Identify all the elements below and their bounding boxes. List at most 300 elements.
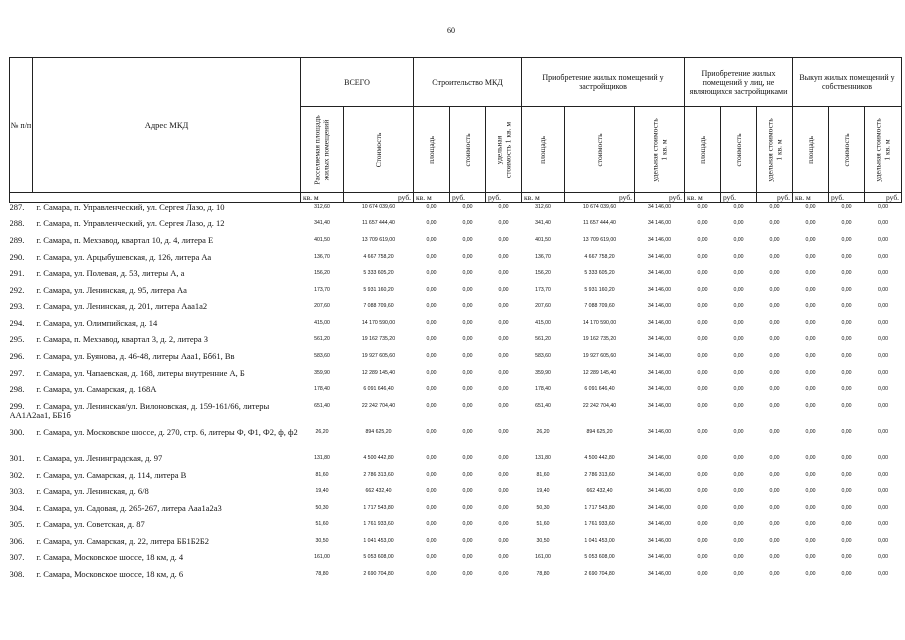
cell-area: 30,50	[315, 537, 329, 544]
cell-zero: 0,00	[733, 335, 744, 342]
cell-purchase-cost: 10 674 039,60	[582, 204, 617, 210]
cell-cost: 1 717 543,80	[363, 504, 394, 511]
cell-zero: 0,00	[733, 520, 744, 527]
header-num: № п/п	[10, 58, 33, 193]
cell-unit-price: 34 146,00	[647, 487, 672, 494]
cell-zero: 0,00	[841, 236, 852, 243]
unit-cell: кв. м	[522, 193, 565, 203]
cell-cost: 662 432,40	[365, 487, 392, 494]
row-number: 307.	[9, 552, 25, 562]
cell-zero: 0,00	[498, 236, 509, 243]
cell-cost: 13 709 619,00	[361, 236, 396, 243]
cell-cost: 19 162 735,20	[361, 335, 396, 342]
row-number: 299.	[9, 401, 25, 411]
cell-zero: 0,00	[498, 319, 509, 326]
cell-zero: 0,00	[841, 454, 852, 461]
cell-zero: 0,00	[426, 428, 437, 435]
cell-purchase-cost: 11 657 444,40	[583, 219, 616, 226]
cell-zero: 0,00	[841, 335, 852, 342]
cell-purchase-area: 131,80	[535, 454, 551, 461]
cell-zero: 0,00	[877, 537, 889, 544]
cell-purchase-area: 561,20	[535, 335, 551, 342]
cell-zero: 0,00	[697, 369, 708, 376]
cell-zero: 0,00	[805, 253, 816, 260]
row-number: 288.	[9, 218, 25, 228]
cell-zero: 0,00	[733, 537, 744, 544]
header-unit-cost: удельная стоимость 1 кв. м	[635, 107, 685, 193]
cell-zero: 0,00	[697, 253, 708, 260]
cell-zero: 0,00	[462, 402, 473, 409]
cell-cost: 894 625,20	[365, 428, 392, 435]
row-address-text: г. Самара, п. Мехзавод, квартал 3, д. 2, литера З	[36, 334, 209, 344]
table-row	[10, 487, 902, 504]
cell-zero: 0,00	[805, 553, 816, 560]
cell-area: 136,70	[314, 253, 330, 260]
table-row	[10, 335, 902, 352]
table-row	[10, 236, 902, 253]
row-address	[10, 352, 301, 369]
cell-zero: 0,00	[841, 487, 852, 494]
cell-zero: 0,00	[498, 253, 509, 260]
cell-zero: 0,00	[498, 402, 509, 409]
cell-zero: 0,00	[769, 487, 780, 494]
cell-zero: 0,00	[877, 319, 889, 326]
cell-purchase-cost: 1 041 453,00	[584, 537, 615, 544]
cell-zero: 0,00	[697, 428, 708, 435]
cell-zero: 0,00	[805, 302, 816, 309]
cell-area: 50,30	[315, 504, 329, 511]
cell-zero: 0,00	[498, 369, 509, 376]
cell-unit-price: 34 146,00	[647, 520, 672, 527]
cell-zero: 0,00	[877, 286, 889, 293]
page-number: 60	[447, 26, 455, 35]
cell-zero: 0,00	[769, 537, 780, 544]
cell-zero: 0,00	[733, 428, 744, 435]
cell-zero: 0,00	[805, 319, 816, 326]
cell-zero: 0,00	[426, 269, 437, 276]
cell-purchase-area: 81,60	[536, 471, 550, 478]
cell-zero: 0,00	[733, 553, 744, 560]
row-address	[10, 236, 301, 253]
cell-zero: 0,00	[462, 369, 473, 376]
table-row	[10, 428, 902, 454]
cell-cost: 5 931 160,20	[363, 286, 394, 293]
cell-zero: 0,00	[498, 504, 509, 511]
cell-zero: 0,00	[769, 204, 780, 210]
table-row	[10, 520, 902, 537]
row-address	[10, 319, 301, 335]
cell-zero: 0,00	[462, 428, 473, 435]
cell-purchase-cost: 4 667 758,20	[584, 253, 615, 260]
table-row	[10, 253, 902, 269]
cell-zero: 0,00	[769, 570, 780, 577]
cell-zero: 0,00	[733, 487, 744, 494]
cell-zero: 0,00	[877, 253, 889, 260]
cell-cost: 6 091 646,40	[363, 385, 394, 392]
cell-area: 207,60	[314, 302, 330, 309]
row-address	[10, 302, 301, 319]
row-address	[10, 286, 301, 302]
cell-zero: 0,00	[877, 385, 889, 392]
cell-purchase-cost: 5 053 608,00	[584, 553, 615, 560]
cell-zero: 0,00	[877, 219, 889, 226]
row-address-text: г. Самара, Московское шоссе, 18 км, д. 6	[36, 569, 184, 579]
row-address	[10, 335, 301, 352]
row-number: 291.	[9, 268, 25, 278]
row-address	[10, 553, 301, 570]
table-row	[10, 504, 902, 520]
unit-cell: руб.	[757, 193, 793, 203]
cell-zero: 0,00	[426, 553, 437, 560]
cell-zero: 0,00	[697, 352, 708, 359]
cell-zero: 0,00	[877, 471, 889, 478]
cell-zero: 0,00	[877, 302, 889, 309]
row-address	[10, 253, 301, 269]
row-number: 308.	[9, 569, 25, 579]
cell-zero: 0,00	[877, 428, 889, 435]
cell-unit-price: 34 146,00	[647, 402, 672, 409]
cell-area: 26,20	[315, 428, 329, 435]
cell-zero: 0,00	[426, 369, 437, 376]
row-address-text: г. Самара, ул. Ленинская, д. 95, литера Аа	[36, 285, 187, 295]
cell-zero: 0,00	[769, 454, 780, 461]
units-row	[10, 193, 902, 203]
cell-zero: 0,00	[805, 537, 816, 544]
cell-zero: 0,00	[462, 570, 473, 577]
header-purchase-nondev: Приобретение жилых помещений у лиц, не являющихся застройщиками	[685, 58, 793, 107]
cell-zero: 0,00	[805, 385, 816, 392]
row-address-text: г. Самара, п. Управленческий, ул. Сергея Лазо, д. 12	[36, 218, 225, 228]
cell-zero: 0,00	[733, 219, 744, 226]
cell-unit-price: 34 146,00	[647, 369, 672, 376]
row-address-text: г. Самара, ул. Садовая, д. 265-267, литера Ааа1а2а3	[36, 503, 222, 513]
cell-unit-price: 34 146,00	[647, 302, 672, 309]
cell-zero: 0,00	[426, 204, 437, 210]
cell-zero: 0,00	[769, 471, 780, 478]
cell-zero: 0,00	[426, 504, 437, 511]
cell-unit-price: 34 146,00	[647, 454, 672, 461]
cell-zero: 0,00	[769, 236, 780, 243]
cell-purchase-area: 50,30	[536, 504, 550, 511]
cell-area: 401,50	[314, 236, 330, 243]
cell-unit-price: 34 146,00	[647, 204, 672, 210]
row-address-text: г. Самара, п. Мехзавод, квартал 10, д. 4, литера Е	[36, 235, 214, 245]
row-number: 292.	[9, 285, 25, 295]
header-area: площадь	[793, 107, 829, 193]
row-address	[10, 570, 301, 586]
cell-cost: 14 170 590,00	[361, 319, 396, 326]
cell-purchase-cost: 1 717 543,80	[584, 504, 615, 511]
cell-zero: 0,00	[426, 236, 437, 243]
cell-cost: 5 333 605,20	[363, 269, 394, 276]
cell-zero: 0,00	[697, 204, 708, 210]
row-address	[10, 537, 301, 553]
cell-area: 341,40	[314, 219, 330, 226]
cell-area: 51,60	[315, 520, 329, 527]
cell-cost: 5 053 608,00	[363, 553, 394, 560]
cell-zero: 0,00	[805, 428, 816, 435]
cell-zero: 0,00	[426, 286, 437, 293]
row-number: 293.	[9, 301, 25, 311]
table-row	[10, 553, 902, 570]
unit-cell: кв. м	[301, 193, 344, 203]
header-unit-cost: удельная стоимость 1 кв. м	[865, 107, 902, 193]
cell-zero: 0,00	[462, 219, 473, 226]
unit-cell: руб.	[486, 193, 522, 203]
cell-area: 359,90	[314, 369, 330, 376]
row-number: 294.	[9, 318, 25, 328]
cell-zero: 0,00	[498, 520, 509, 527]
unit-cell: кв. м	[793, 193, 829, 203]
cell-zero: 0,00	[841, 204, 852, 210]
cell-unit-price: 34 146,00	[647, 253, 672, 260]
cell-zero: 0,00	[426, 487, 437, 494]
header-cost: стоимость	[450, 107, 486, 193]
cell-cost: 7 088 709,60	[363, 302, 394, 309]
table-row	[10, 203, 902, 219]
cell-zero: 0,00	[769, 352, 780, 359]
cell-zero: 0,00	[733, 286, 744, 293]
cell-zero: 0,00	[733, 504, 744, 511]
cell-zero: 0,00	[841, 402, 852, 409]
row-number: 287.	[9, 202, 25, 212]
cell-zero: 0,00	[697, 319, 708, 326]
cell-zero: 0,00	[733, 385, 744, 392]
header-buyout: Выкуп жилых помещений у собственников	[793, 58, 902, 107]
cell-zero: 0,00	[498, 219, 509, 226]
cell-zero: 0,00	[841, 553, 852, 560]
row-address-text: г. Самара, ул. Самарская, д. 22, литера ББ1Б2Б2	[36, 536, 209, 546]
row-number: 295.	[9, 334, 25, 344]
cell-purchase-area: 359,90	[535, 369, 551, 376]
unit-cell: руб.	[865, 193, 902, 203]
cell-purchase-area: 401,50	[535, 236, 551, 243]
row-address-text: г. Самара, п. Управленческий, ул. Сергея Лазо, д. 10	[36, 202, 225, 212]
unit-cell: руб.	[721, 193, 757, 203]
table-row	[10, 454, 902, 471]
cell-zero: 0,00	[877, 204, 889, 210]
cell-zero: 0,00	[769, 335, 780, 342]
cell-cost: 11 657 444,40	[362, 219, 395, 226]
row-number: 298.	[9, 384, 25, 394]
row-number: 297.	[9, 368, 25, 378]
cell-zero: 0,00	[697, 471, 708, 478]
cell-area: 178,40	[314, 385, 330, 392]
cell-cost: 4 500 442,80	[363, 454, 394, 461]
cell-zero: 0,00	[426, 385, 437, 392]
unit-cell: руб.	[344, 193, 414, 203]
row-address-text: г. Самара, ул. Ленинская, д. 201, литера Ааа1а2	[36, 301, 208, 311]
cell-zero: 0,00	[841, 537, 852, 544]
header-cost: стоимость	[829, 107, 865, 193]
cell-zero: 0,00	[877, 369, 889, 376]
row-address	[10, 219, 301, 236]
row-address-text: г. Самара, ул. Московское шоссе, д. 270, стр. 6, литеры Ф, Ф1, Ф2, ф, ф2	[36, 427, 298, 437]
cell-cost: 2 690 704,80	[363, 570, 394, 577]
cell-zero: 0,00	[769, 520, 780, 527]
cell-area: 561,20	[314, 335, 330, 342]
header-construction: Строительство МКД	[414, 58, 522, 107]
cell-zero: 0,00	[841, 520, 852, 527]
header-purchase-dev: Приобретение жилых помещений у застройщиков	[522, 58, 685, 107]
row-number: 289.	[9, 235, 25, 245]
cell-zero: 0,00	[498, 335, 509, 342]
header-area: площадь	[414, 107, 450, 193]
row-address-text: г. Самара, ул. Ленинская, д. 6/8	[36, 486, 149, 496]
cell-zero: 0,00	[841, 302, 852, 309]
cell-zero: 0,00	[769, 253, 780, 260]
cell-zero: 0,00	[733, 236, 744, 243]
cell-zero: 0,00	[426, 537, 437, 544]
table-row	[10, 385, 902, 402]
cell-area: 583,60	[314, 352, 330, 359]
cell-zero: 0,00	[462, 352, 473, 359]
cell-zero: 0,00	[462, 253, 473, 260]
cell-zero: 0,00	[733, 471, 744, 478]
cell-zero: 0,00	[769, 428, 780, 435]
cell-area: 312,60	[314, 204, 330, 210]
cell-zero: 0,00	[426, 402, 437, 409]
row-address	[10, 520, 301, 537]
cell-area: 415,00	[314, 319, 330, 326]
cell-zero: 0,00	[426, 253, 437, 260]
table-row	[10, 369, 902, 385]
cell-unit-price: 34 146,00	[647, 236, 672, 243]
cell-purchase-cost: 7 088 709,60	[584, 302, 615, 309]
cell-zero: 0,00	[697, 269, 708, 276]
cell-zero: 0,00	[498, 487, 509, 494]
cell-zero: 0,00	[733, 302, 744, 309]
cell-zero: 0,00	[805, 286, 816, 293]
cell-unit-price: 34 146,00	[647, 269, 672, 276]
cell-zero: 0,00	[697, 236, 708, 243]
row-address	[10, 402, 301, 428]
cell-zero: 0,00	[877, 402, 889, 409]
cell-unit-price: 34 146,00	[647, 428, 672, 435]
cell-zero: 0,00	[733, 319, 744, 326]
cell-zero: 0,00	[733, 369, 744, 376]
header-unit-cost: удельная стоимость 1 кв. м	[486, 107, 522, 193]
cell-zero: 0,00	[733, 402, 744, 409]
cell-zero: 0,00	[733, 570, 744, 577]
cell-area: 81,60	[315, 471, 329, 478]
cell-zero: 0,00	[462, 454, 473, 461]
cell-zero: 0,00	[769, 369, 780, 376]
row-number: 306.	[9, 536, 25, 546]
cell-purchase-cost: 894 625,20	[586, 428, 613, 435]
row-address	[10, 504, 301, 520]
cell-area: 78,80	[315, 570, 329, 577]
row-address	[10, 385, 301, 402]
row-number: 304.	[9, 503, 25, 513]
cell-zero: 0,00	[697, 335, 708, 342]
table-row	[10, 269, 902, 286]
cell-purchase-area: 136,70	[535, 253, 551, 260]
header-unit-cost: удельная стоимость 1 кв. м	[757, 107, 793, 193]
cell-zero: 0,00	[877, 352, 889, 359]
cell-zero: 0,00	[498, 286, 509, 293]
cell-zero: 0,00	[426, 335, 437, 342]
cell-zero: 0,00	[841, 319, 852, 326]
unit-cell: руб.	[829, 193, 865, 203]
cell-unit-price: 34 146,00	[647, 504, 672, 511]
cell-zero: 0,00	[805, 369, 816, 376]
cell-zero: 0,00	[498, 471, 509, 478]
cell-cost: 22 242 704,40	[361, 402, 396, 409]
unit-cell: руб.	[565, 193, 635, 203]
cell-zero: 0,00	[805, 504, 816, 511]
cell-zero: 0,00	[697, 219, 708, 226]
row-address-text: г. Самара, ул. Арцыбушевская, д. 126, литера Аа	[36, 252, 212, 262]
cell-purchase-area: 51,60	[536, 520, 550, 527]
cell-zero: 0,00	[769, 319, 780, 326]
cell-zero: 0,00	[769, 286, 780, 293]
cell-zero: 0,00	[841, 369, 852, 376]
cell-purchase-area: 26,20	[536, 428, 550, 435]
row-address-text: г. Самара, ул. Самарская, д. 168А	[36, 384, 157, 394]
cell-zero: 0,00	[769, 219, 780, 226]
cell-zero: 0,00	[877, 487, 889, 494]
table-row	[10, 286, 902, 302]
row-address	[10, 369, 301, 385]
cell-purchase-cost: 2 786 313,60	[584, 471, 615, 478]
cell-purchase-area: 207,60	[535, 302, 551, 309]
cell-purchase-area: 161,00	[535, 553, 551, 560]
cell-zero: 0,00	[498, 428, 509, 435]
cell-zero: 0,00	[498, 454, 509, 461]
cell-zero: 0,00	[877, 335, 889, 342]
row-address-text: г. Самара, ул. Самарская, д. 114, литера В	[36, 470, 187, 480]
cell-zero: 0,00	[805, 352, 816, 359]
cell-zero: 0,00	[805, 219, 816, 226]
cell-zero: 0,00	[805, 402, 816, 409]
cell-purchase-cost: 662 432,40	[586, 487, 613, 494]
cell-cost: 2 786 313,60	[363, 471, 394, 478]
cell-purchase-cost: 19 162 735,20	[582, 335, 617, 342]
cell-zero: 0,00	[805, 454, 816, 461]
cell-zero: 0,00	[841, 428, 852, 435]
cell-zero: 0,00	[841, 253, 852, 260]
cell-zero: 0,00	[462, 236, 473, 243]
cell-cost: 1 041 453,00	[363, 537, 394, 544]
cell-unit-price: 34 146,00	[647, 553, 672, 560]
cell-unit-price: 34 146,00	[647, 319, 672, 326]
cell-zero: 0,00	[805, 269, 816, 276]
cell-zero: 0,00	[462, 385, 473, 392]
cell-cost: 4 667 758,20	[363, 253, 394, 260]
cell-purchase-area: 173,70	[535, 286, 551, 293]
cell-zero: 0,00	[697, 286, 708, 293]
cell-zero: 0,00	[498, 553, 509, 560]
cell-zero: 0,00	[426, 219, 437, 226]
cell-zero: 0,00	[841, 471, 852, 478]
cell-zero: 0,00	[805, 570, 816, 577]
table-row	[10, 219, 902, 236]
row-address	[10, 203, 301, 219]
row-address-text: г. Самара, ул. Олимпийская, д. 14	[36, 318, 158, 328]
cell-zero: 0,00	[733, 454, 744, 461]
cell-unit-price: 34 146,00	[647, 335, 672, 342]
cell-zero: 0,00	[769, 504, 780, 511]
cell-cost: 12 289 145,40	[361, 369, 396, 376]
cell-purchase-cost: 19 927 605,60	[582, 352, 617, 359]
cell-zero: 0,00	[462, 204, 473, 210]
cell-purchase-area: 583,60	[535, 352, 551, 359]
row-address-text: г. Самара, ул. Буянова, д. 46-48, литеры Ааа1, Бб61, Вв	[36, 351, 235, 361]
cell-zero: 0,00	[498, 204, 509, 210]
row-number: 303.	[9, 486, 25, 496]
cell-zero: 0,00	[462, 487, 473, 494]
